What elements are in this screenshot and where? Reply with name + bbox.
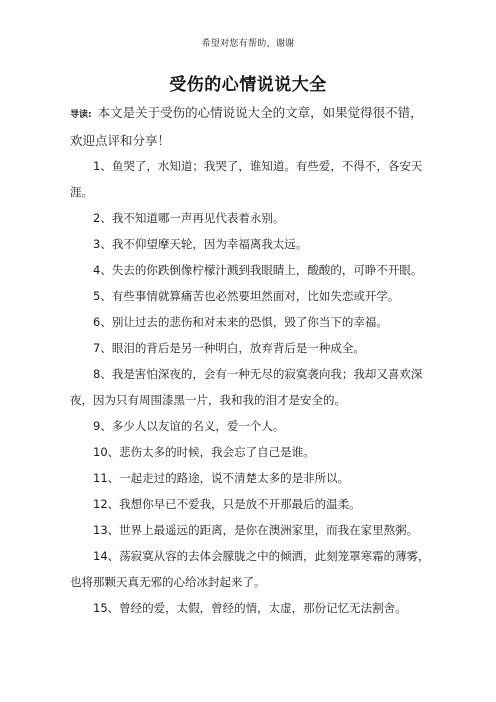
list-item: 8、我是害怕深夜的，会有一种无尽的寂寞袭向我；我却又喜欢深夜，因为只有周围漆黑一片，我和我的泪才是安全的。 [70,367,423,407]
list-item: 3、我不仰望摩天轮，因为幸福离我太远。 [93,237,308,251]
list-item: 14、荡寂寞从容的去体会朦胧之中的倾洒，此刻笼罩寒霜的薄雾，也将那颗天真无邪的心给冰封起来了。 [70,549,430,589]
list-item: 15、曾经的爱，太假，曾经的情，太虚，那份记忆无法割舍。 [93,601,407,615]
list-item: 13、世界上最遥远的距离，是你在澳洲家里，而我在家里熬粥。 [93,523,419,537]
list-item: 12、我想你早已不爱我，只是放不开那最后的温柔。 [93,497,361,511]
intro-paragraph [70,100,430,153]
list-item: 4、失去的你跌倒像柠檬汁溅到我眼睛上，酸酸的，可睁不开眼。 [93,263,423,277]
list-item: 10、悲伤太多的时候，我会忘了自己是谁。 [93,445,315,459]
header-note: 希望对您有帮助，谢谢 [201,39,295,49]
page-title: 受伤的心情说说大全 [169,75,327,95]
list-item: 5、有些事情就算痛苦也必然要坦然面对，比如失恋或开学。 [93,289,400,303]
list-item: 9、多少人以友谊的名义，爱一个人。 [93,419,285,433]
list-item: 7、眼泪的背后是另一种明白，放弃背后是一种成全。 [93,341,365,355]
list-item: 6、别让过去的悲伤和对未来的恐惧，毁了你当下的幸福。 [93,315,388,329]
quote-list [70,153,430,621]
intro-text: 本文是关于受伤的心情说说大全的文章，如果觉得很不错，欢迎点评和分享！ [70,105,423,148]
intro-label: 导读: [70,110,92,120]
list-item: 11、一起走过的路途，说不清楚太多的是非所以。 [93,471,350,485]
list-item: 2、我不知道哪一声再见代表着永别。 [93,211,285,225]
list-item: 1、鱼哭了，水知道；我哭了，谁知道。有些爱，不得不，各安天涯。 [70,159,423,199]
